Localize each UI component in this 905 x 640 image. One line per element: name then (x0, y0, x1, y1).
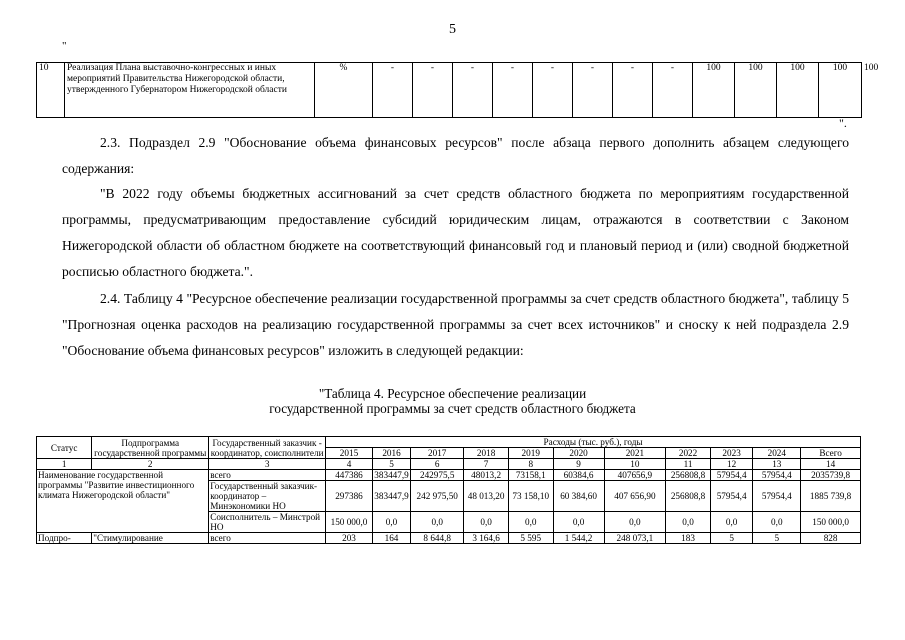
value-cell: 203 (326, 533, 373, 544)
table-caption-line2: государственной программы за счет средств областного бюджета (269, 401, 636, 416)
value-cell: 0,0 (604, 512, 666, 533)
column-number: 9 (553, 459, 604, 470)
year-header: 2024 (753, 448, 801, 459)
year-header: 2017 (411, 448, 464, 459)
value-cell: 242 975,50 (411, 481, 464, 512)
value-cell: 57954,4 (753, 470, 801, 481)
header-row (37, 437, 861, 448)
value-cell: 150 000,0 (801, 512, 861, 533)
value-cell: 183 (666, 533, 711, 544)
value-cell: 1885 739,8 (801, 481, 861, 512)
indicator-value: - (453, 63, 493, 118)
column-number: 4 (326, 459, 373, 470)
year-header: 2019 (508, 448, 553, 459)
value-cell: 0,0 (666, 512, 711, 533)
value-cell: 0,0 (464, 512, 509, 533)
value-cell: 447386 (326, 470, 373, 481)
paragraph-2-3: 2.3. Подраздел 2.9 "Обоснование объема финансовых ресурсов" после абзаца первого дополнить абзацем следующего содержания: (62, 135, 849, 176)
row-number: 10 (37, 63, 65, 118)
column-number: 11 (666, 459, 711, 470)
year-header: 2015 (326, 448, 373, 459)
value-cell: 57954,4 (753, 481, 801, 512)
value-cell: 48 013,20 (464, 481, 509, 512)
value-cell: 48013,2 (464, 470, 509, 481)
value-cell: 0,0 (411, 512, 464, 533)
indicator-value: 100 (735, 63, 777, 118)
value-cell: 297386 (326, 481, 373, 512)
column-number: 10 (604, 459, 666, 470)
value-cell: 828 (801, 533, 861, 544)
value-cell: 0,0 (372, 512, 410, 533)
value-cell: 407 656,90 (604, 481, 666, 512)
indicator-value: - (573, 63, 613, 118)
value-cell: 0,0 (508, 512, 553, 533)
value-cell: 2035739,8 (801, 470, 861, 481)
column-number: 13 (753, 459, 801, 470)
paragraph-quoted-text: "В 2022 году объемы бюджетных ассигнований за счет средств областного бюджета по мероприятиям государственной программы, предусматривающим предоставление субсидий юридическим лицам, отражаются в соответствии с Законом Нижегородской области об областном бюджете на соответствующий финансовый год и плановый период и (или) сводной бюджетной росписью областного бюджета.". (62, 186, 849, 279)
opening-quote: " (62, 40, 67, 52)
column-number: 8 (508, 459, 553, 470)
value-cell: 256808,8 (666, 470, 711, 481)
indicator-unit: % (315, 63, 373, 118)
indicator-row: 10 Реализация Плана выставочно-конгрессных и иных мероприятий Правительства Нижегородской области, утвержденного Губернатором Нижегородской области % - - - - - - - - 100 100 100 100 100 (37, 63, 862, 118)
value-cell: 57954,4 (710, 481, 753, 512)
column-number: 1 (37, 459, 92, 470)
year-header: 2022 (666, 448, 711, 459)
paragraph-2-4: 2.4. Таблицу 4 "Ресурсное обеспечение реализации государственной программы за счет средств областного бюджета", таблицу 5 "Прогнозная оценка расходов на реализацию государственной программы за счет всех источников" и сноску к ней подраздела 2.9 "Обоснование объема финансовых ресурсов" изложить в следующей редакции: (62, 291, 849, 358)
customer-cell: Государственный заказчик-координатор – Минэкономики НО (209, 481, 326, 512)
value-cell: 3 164,6 (464, 533, 509, 544)
status-cell: Подпро- (37, 533, 92, 544)
subprogram-cell: "Стимулирование (92, 533, 209, 544)
value-cell: 1 544,2 (553, 533, 604, 544)
value-cell: 8 644,8 (411, 533, 464, 544)
indicator-value: 100 (693, 63, 735, 118)
value-cell: 0,0 (710, 512, 753, 533)
table-row (37, 470, 861, 481)
indicator-name: Реализация Плана выставочно-конгрессных и иных мероприятий Правительства Нижегородской области, утвержденного Губернатором Нижегородской области (65, 63, 315, 118)
value-cell: 0,0 (753, 512, 801, 533)
indicator-value: 100 (777, 63, 819, 118)
value-cell: 383447,9 (372, 481, 410, 512)
header-status: Статус (37, 437, 92, 459)
column-number: 5 (372, 459, 410, 470)
column-numbers-row (37, 459, 861, 470)
value-cell: 57954,4 (710, 470, 753, 481)
resource-table (36, 436, 861, 544)
header-expenses: Расходы (тыс. руб.), годы (326, 437, 861, 448)
customer-cell: всего (209, 470, 326, 481)
column-number: 7 (464, 459, 509, 470)
customer-cell: всего (209, 533, 326, 544)
year-header: 2018 (464, 448, 509, 459)
value-cell: 0,0 (553, 512, 604, 533)
value-cell: 60384,6 (553, 470, 604, 481)
header-subprogram: Подпрограмма государственной программы (92, 437, 209, 459)
table-row (37, 533, 861, 544)
year-header: Всего (801, 448, 861, 459)
value-cell: 73 158,10 (508, 481, 553, 512)
table-caption-line1: "Таблица 4. Ресурсное обеспечение реализации (318, 386, 587, 401)
indicator-value: - (373, 63, 413, 118)
page-number: 5 (449, 22, 456, 37)
value-cell: 5 (710, 533, 753, 544)
value-cell: 242975,5 (411, 470, 464, 481)
column-number: 2 (92, 459, 209, 470)
value-cell: 407656,9 (604, 470, 666, 481)
year-header: 2021 (604, 448, 666, 459)
indicator-value: - (613, 63, 653, 118)
year-header: 2020 (553, 448, 604, 459)
value-cell: 5 (753, 533, 801, 544)
value-cell: 383447,9 (374, 470, 409, 480)
value-cell: 73158,1 (508, 470, 553, 481)
value-cell: 150 000,0 (326, 512, 373, 533)
value-cell: 256808,8 (666, 481, 711, 512)
value-cell: 5 595 (508, 533, 553, 544)
indicator-value: - (493, 63, 533, 118)
year-header: 2023 (710, 448, 753, 459)
closing-quote: ". (839, 116, 847, 130)
indicator-value: - (413, 63, 453, 118)
indicator-value: - (653, 63, 693, 118)
value-cell: 164 (372, 533, 410, 544)
column-number: 12 (710, 459, 753, 470)
program-name: Наименование государственной программы "Развитие инвестиционного климата Нижегородской области" (37, 470, 209, 533)
customer-cell: Соисполнитель – Минстрой НО (209, 512, 326, 533)
value-cell: 60 384,60 (553, 481, 604, 512)
header-customer: Государственный заказчик - координатор, соисполнители (209, 437, 326, 459)
year-header: 2016 (372, 448, 410, 459)
column-number: 3 (209, 459, 326, 470)
indicator-table (36, 62, 879, 118)
indicator-value: 100 (819, 63, 862, 118)
column-number: 14 (801, 459, 861, 470)
column-number: 6 (411, 459, 464, 470)
value-cell: 248 073,1 (604, 533, 666, 544)
indicator-value: - (533, 63, 573, 118)
